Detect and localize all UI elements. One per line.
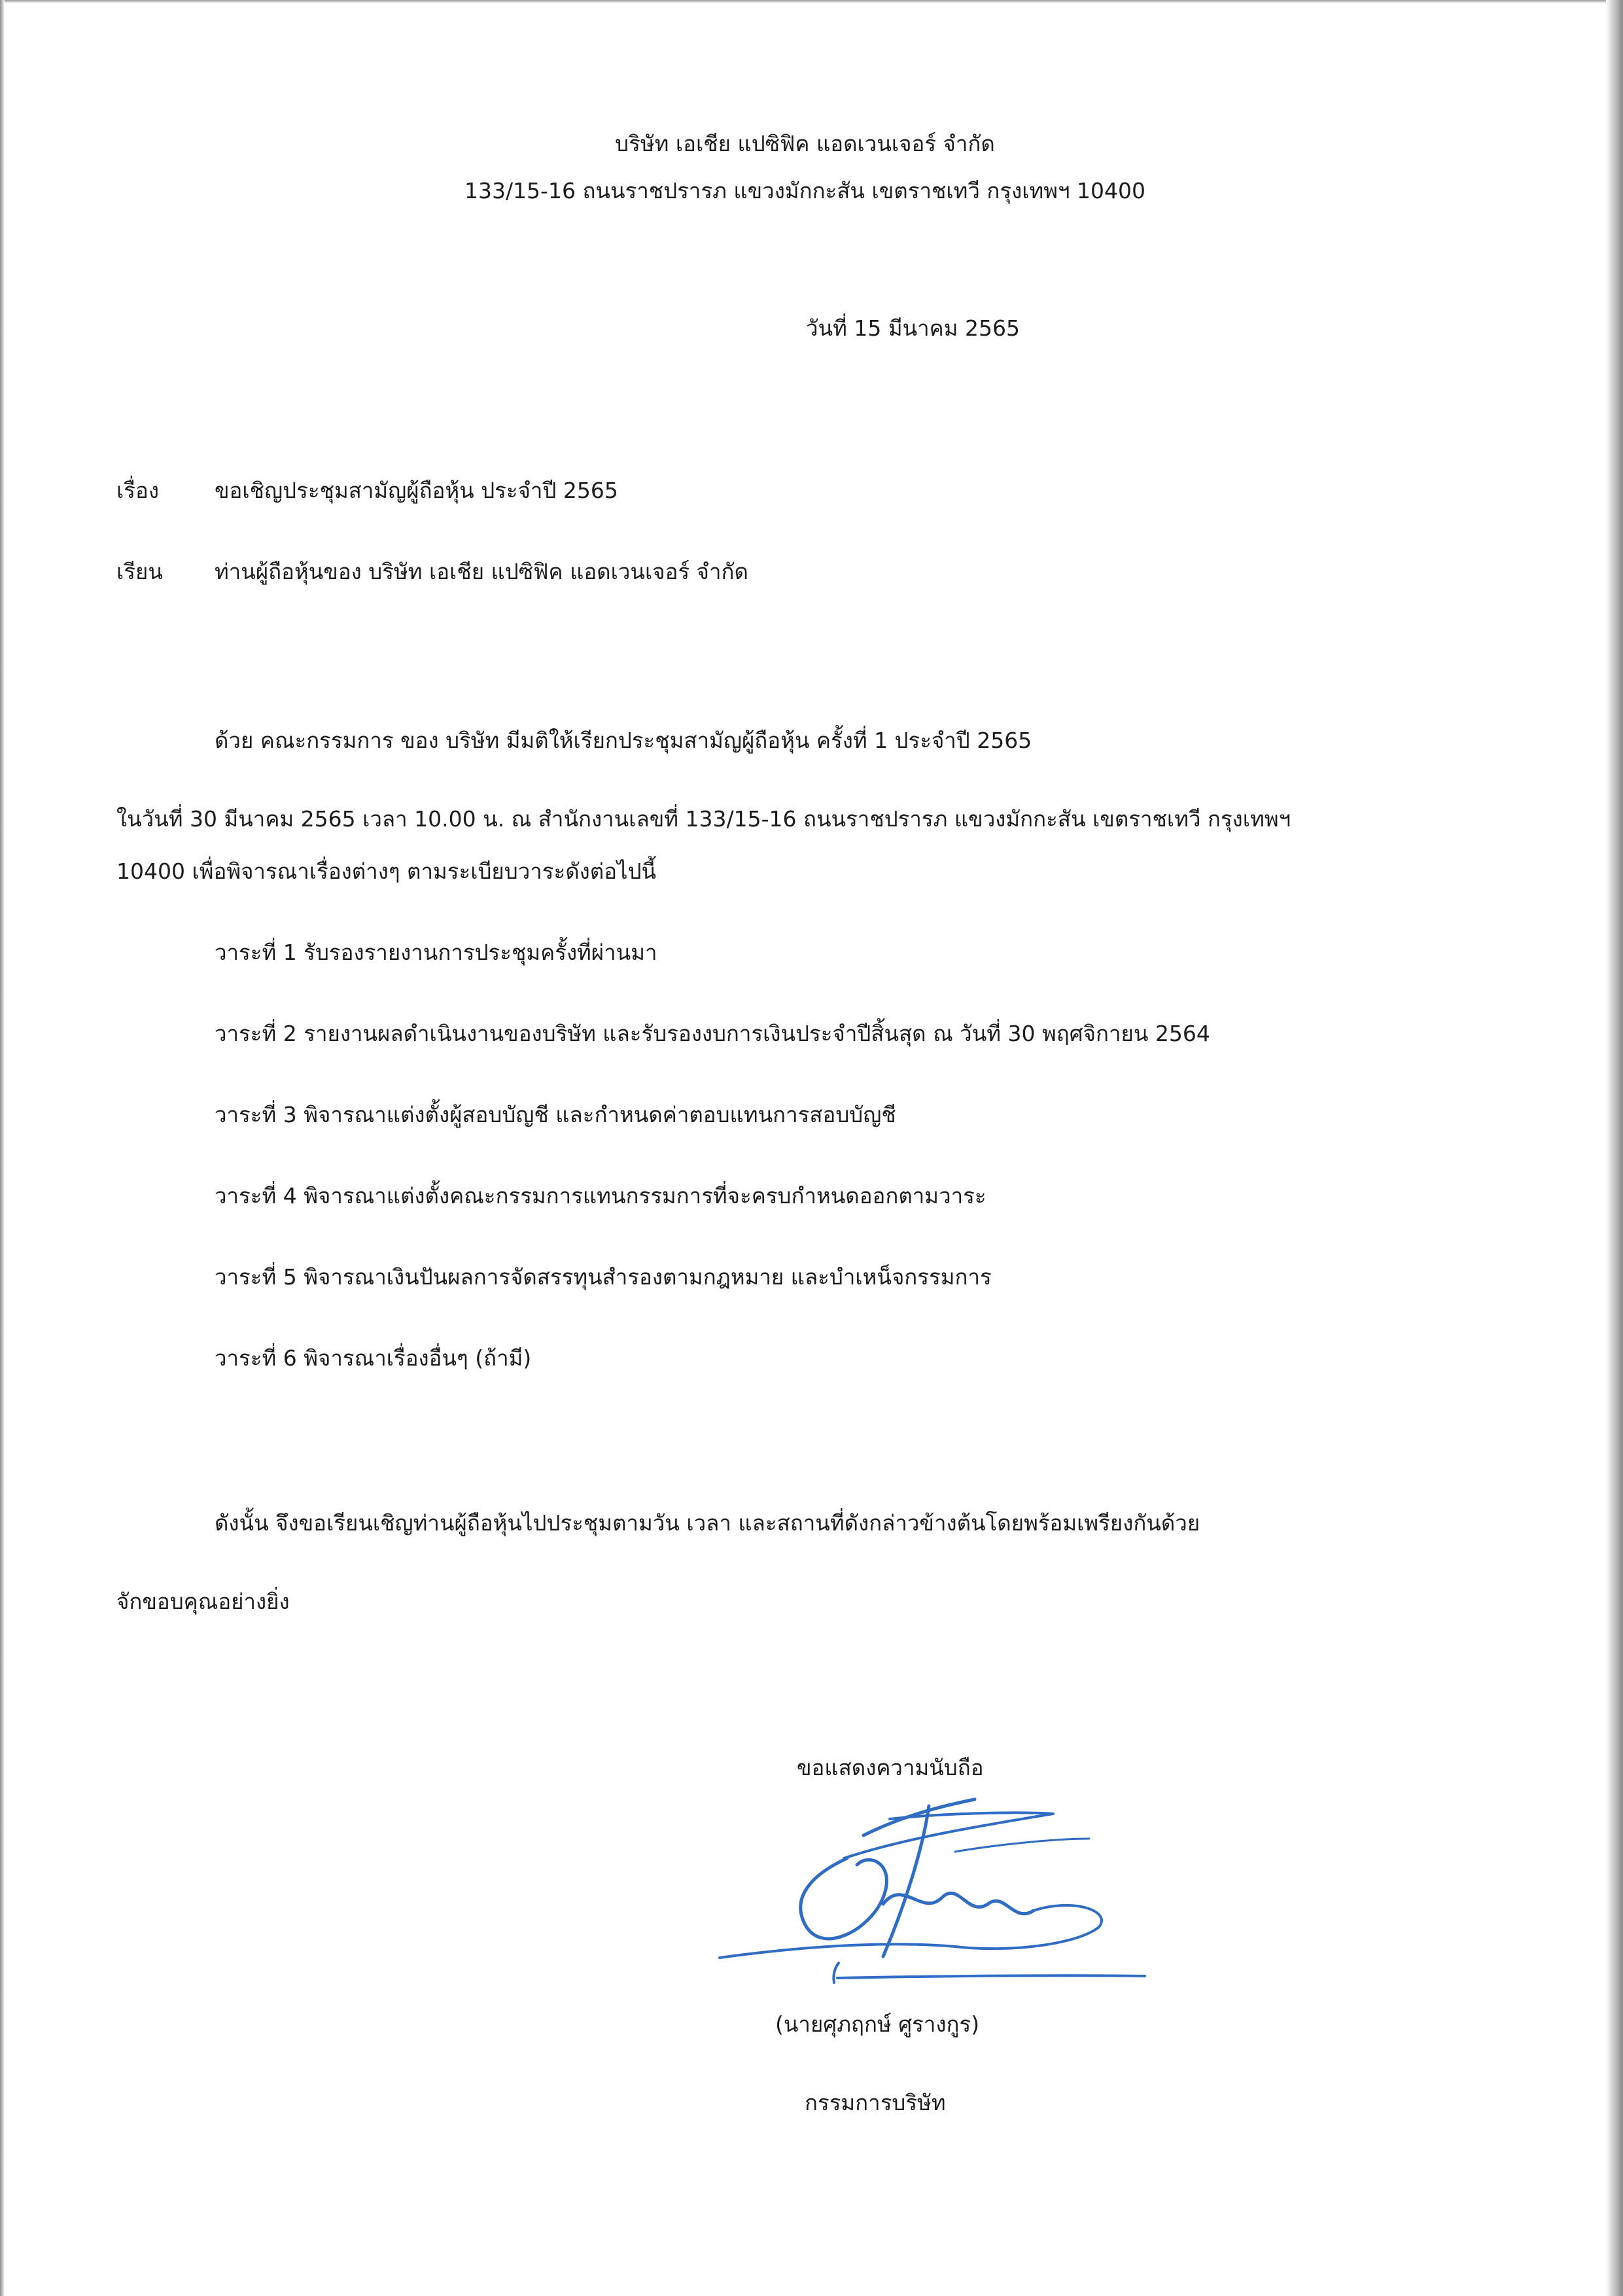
signatory-name: (นายศุภฤกษ์ ศูรางกูร) xyxy=(775,2011,980,2037)
signature-strokes xyxy=(720,1799,1145,1983)
agenda-item-6: วาระที่ 6 พิจารณาเรื่องอื่นๆ (ถ้ามี) xyxy=(215,1345,532,1371)
body-paragraph-line-1: ด้วย คณะกรรมการ ของ บริษัท มีมติให้เรียกประชุมสามัญผู้ถือหุ้น ครั้งที่ 1 ประจำปี 2565 xyxy=(215,728,1032,753)
closing-line-1: ดังนั้น จึงขอเรียนเชิญท่านผู้ถือหุ้นไปประชุมตามวัน เวลา และสถานที่ดังกล่าวข้างต้นโดยพร้อมเพรียงกันด้วย xyxy=(215,1510,1200,1536)
company-name: บริษัท เอเชีย แปซิฟิค แอดเวนเจอร์ จำกัด xyxy=(615,131,995,156)
agenda-item-2: วาระที่ 2 รายงานผลดำเนินงานของบริษัท และรับรองงบการเงินประจำปีสิ้นสุด ณ วันที่ 30 พฤศจิกายน 2564 xyxy=(215,1021,1210,1046)
closing-line-2: จักขอบคุณอย่างยิ่ง xyxy=(116,1589,290,1614)
scan-edge-left xyxy=(0,0,5,2296)
agenda-item-3: วาระที่ 3 พิจารณาแต่งตั้งผู้สอบบัญชี และกำหนดค่าตอบแทนการสอบบัญชี xyxy=(215,1102,896,1127)
subject-label: เรื่อง xyxy=(116,478,159,503)
body-paragraph-line-2: ในวันที่ 30 มีนาคม 2565 เวลา 10.00 น. ณ สำนักงานเลขที่ 133/15-16 ถนนราชปรารภ แขวงมักกะสัน เขตราชเทวี กรุงเทพฯ xyxy=(116,806,1291,832)
subject-text: ขอเชิญประชุมสามัญผู้ถือหุ้น ประจำปี 2565 xyxy=(215,478,618,503)
handwritten-signature xyxy=(707,1767,1164,2002)
scan-edge-right xyxy=(1606,0,1623,2296)
sig-stroke-dash xyxy=(955,1839,1089,1852)
agenda-item-5: วาระที่ 5 พิจารณาเงินปันผลการจัดสรรทุนสำรองตามกฎหมาย และบำเหน็จกรรมการ xyxy=(215,1264,992,1290)
sig-stroke-vertical xyxy=(883,1806,929,1956)
sig-stroke-flick xyxy=(833,1963,839,1983)
company-address: 133/15-16 ถนนราชปรารภ แขวงมักกะสัน เขตราชเทวี กรุงเทพฯ 10400 xyxy=(464,178,1146,203)
recipient-text: ท่านผู้ถือหุ้นของ บริษัท เอเชีย แปซิฟิค แอดเวนเจอร์ จำกัด xyxy=(215,559,748,584)
sig-stroke-underline xyxy=(837,1975,1145,1978)
regards-text: ขอแสดงความนับถือ xyxy=(797,1755,984,1780)
signatory-position: กรรมการบริษัท xyxy=(805,2090,946,2115)
sig-stroke-loop xyxy=(801,1858,887,1939)
recipient-label: เรียน xyxy=(116,559,163,584)
agenda-item-1: วาระที่ 1 รับรองรายงานการประชุมครั้งที่ผ่านมา xyxy=(215,940,657,965)
sig-stroke-waves xyxy=(883,1893,1034,1913)
body-paragraph-line-3: 10400 เพื่อพิจารณาเรื่องต่างๆ ตามระเบียบวาระดังต่อไปนี้ xyxy=(116,858,657,884)
agenda-item-4: วาระที่ 4 พิจารณาแต่งตั้งคณะกรรมการแทนกรรมการที่จะครบกำหนดออกตามวาระ xyxy=(215,1183,986,1209)
letter-date: วันที่ 15 มีนาคม 2565 xyxy=(806,315,1020,341)
sig-stroke-sweep xyxy=(844,1812,1053,1858)
scan-edge-top xyxy=(0,0,1623,3)
sig-stroke-tail xyxy=(720,1905,1102,1958)
